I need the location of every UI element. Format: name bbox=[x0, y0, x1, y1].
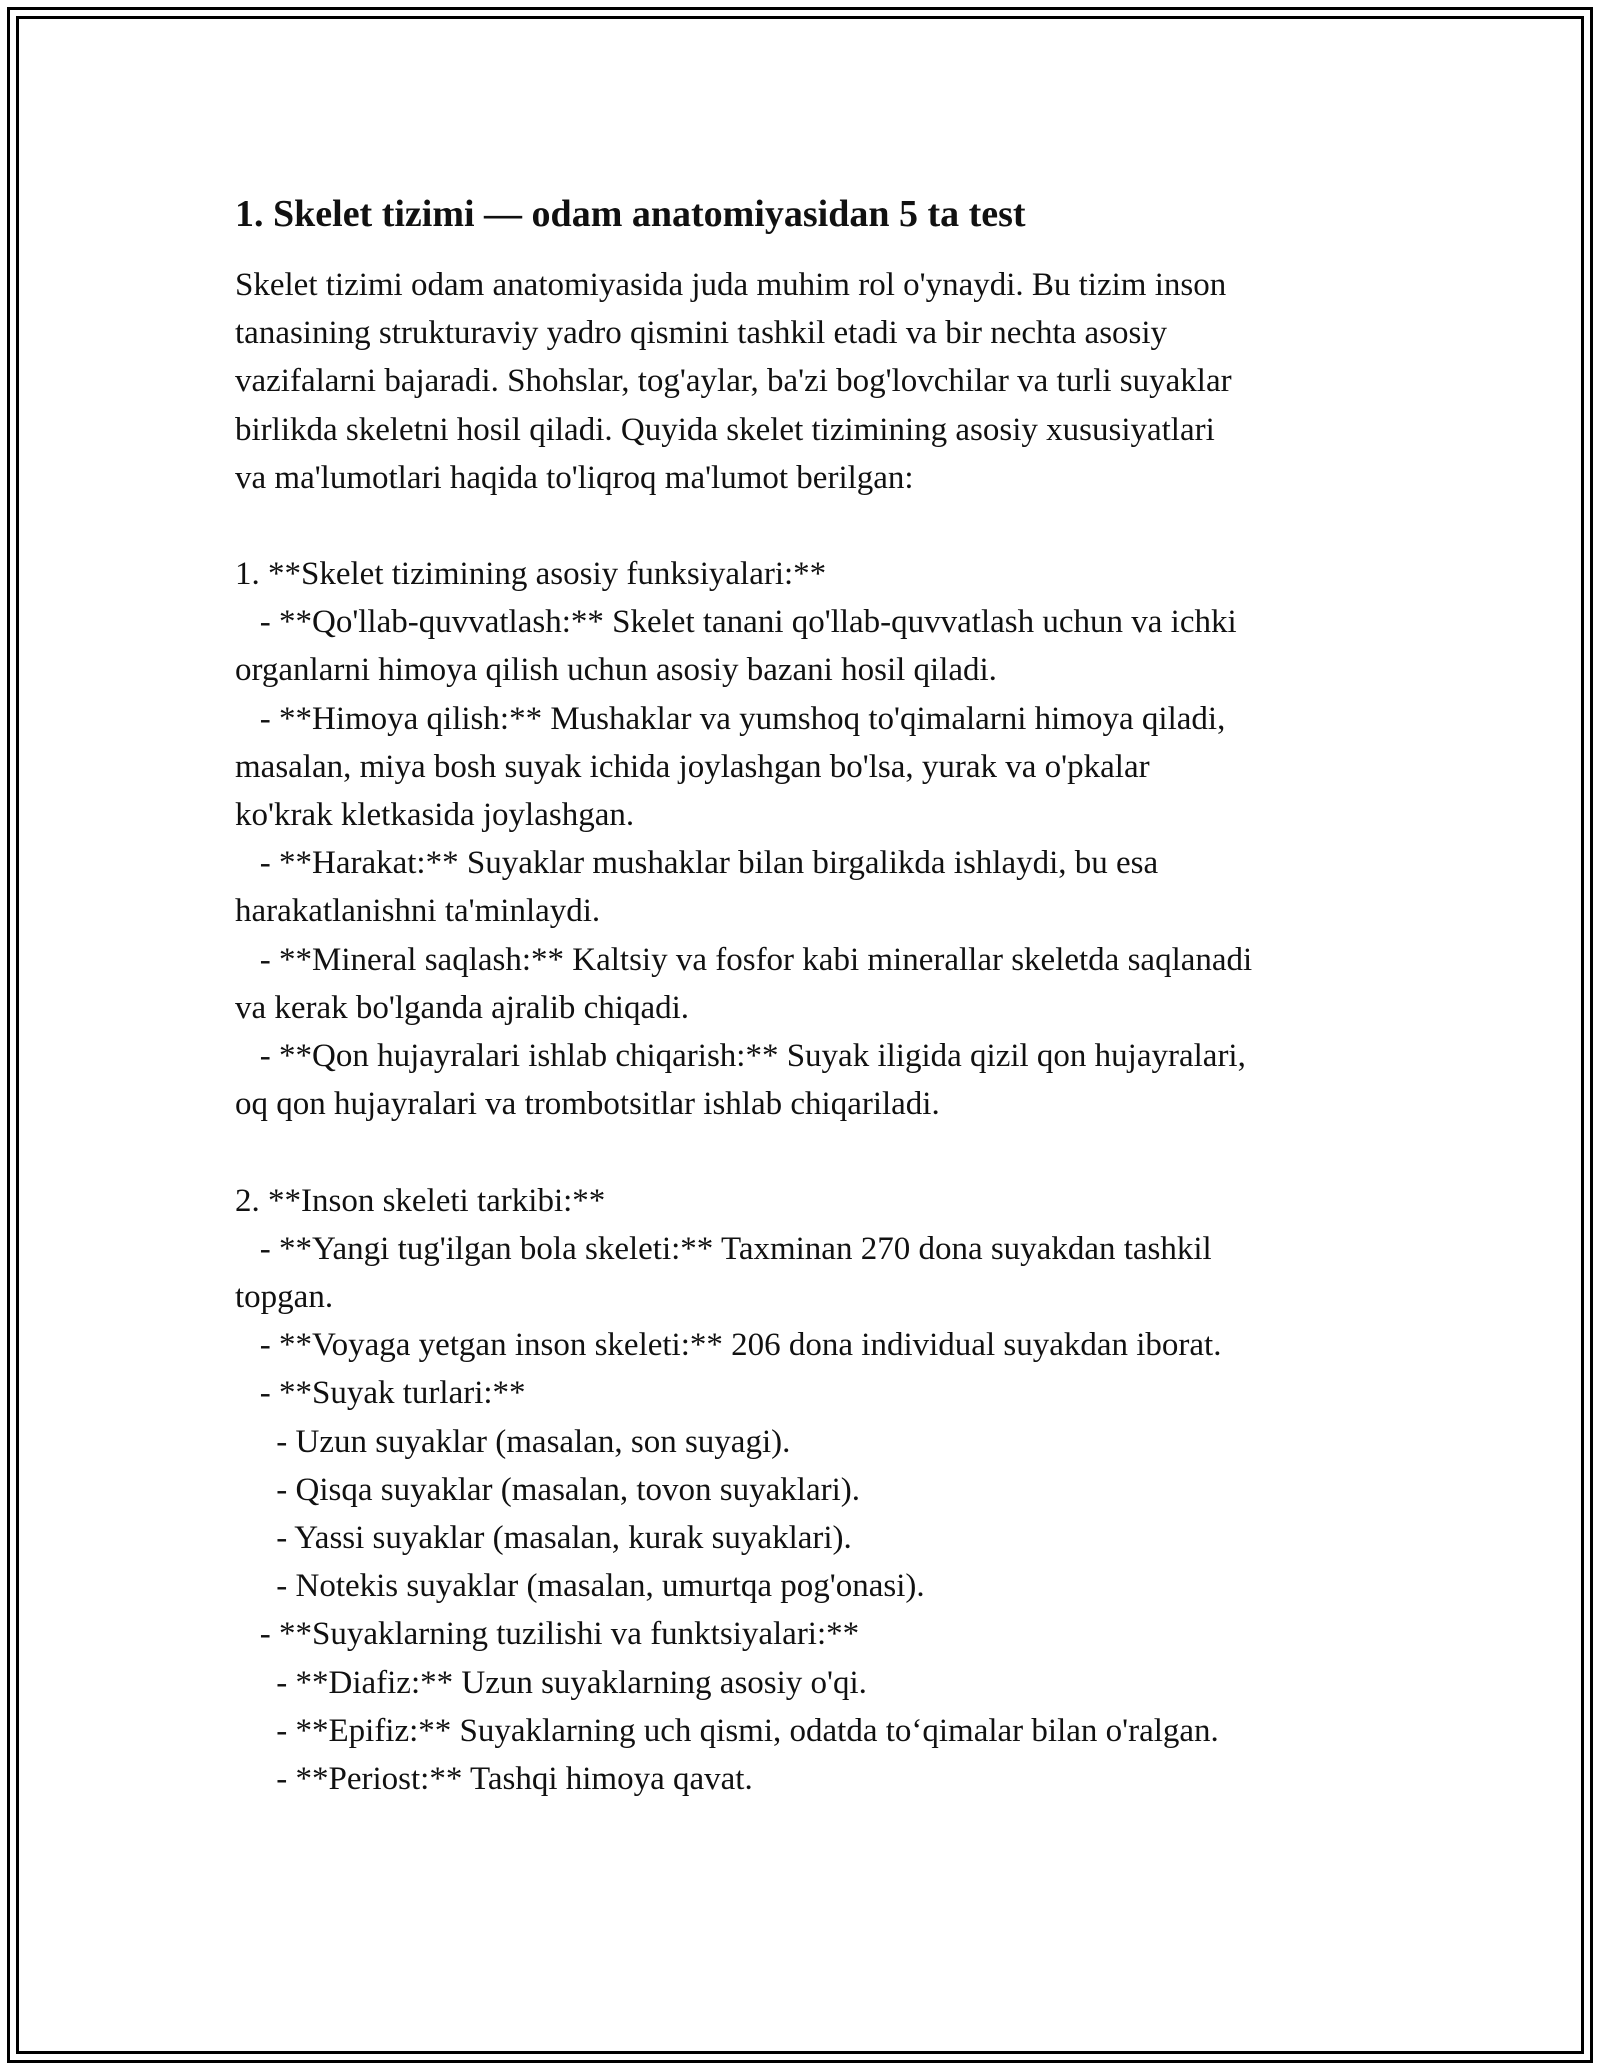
list-item-continuation: ko'krak kletkasida joylashgan. bbox=[235, 797, 635, 834]
sub-list-item: - Qisqa suyaklar (masalan, tovon suyaklari). bbox=[235, 1471, 861, 1508]
list-item-continuation: oq qon hujayralari va trombotsitlar ishlab chiqariladi. bbox=[235, 1086, 940, 1123]
list-item: - **Suyak turlari:** bbox=[235, 1375, 526, 1412]
sub-list-item: - Yassi suyaklar (masalan, kurak suyaklari). bbox=[235, 1520, 852, 1557]
document-title: 1. Skelet tizimi — odam anatomiyasidan 5 ta test bbox=[235, 193, 1026, 235]
sections bbox=[235, 550, 1395, 1803]
sub-list-item: - **Diafiz:** Uzun suyaklarning asosiy o'qi. bbox=[235, 1664, 867, 1701]
sub-list-item: - **Epifiz:** Suyaklarning uch qismi, odatda toʻqimalar bilan o'ralgan. bbox=[235, 1712, 1219, 1749]
sub-list-item: - Notekis suyaklar (masalan, umurtqa pog'onasi). bbox=[235, 1568, 925, 1605]
intro-line: tanasining strukturaviy yadro qismini tashkil etadi va bir nechta asosiy bbox=[235, 315, 1168, 352]
intro-line: vazifalarni bajaradi. Shohslar, tog'aylar, ba'zi bog'lovchilar va turli suyaklar bbox=[235, 363, 1232, 400]
list-item: - **Himoya qilish:** Mushaklar va yumshoq to'qimalarni himoya qiladi, bbox=[235, 700, 1226, 737]
section-composition bbox=[235, 1177, 1395, 1804]
list-item: - **Qon hujayralari ishlab chiqarish:** Suyak iligida qizil qon hujayralari, bbox=[235, 1038, 1246, 1075]
sub-list-item: - **Periost:** Tashqi himoya qavat. bbox=[235, 1761, 753, 1798]
section-heading: 1. **Skelet tizimining asosiy funksiyalari:** bbox=[235, 556, 827, 593]
list-item: - **Harakat:** Suyaklar mushaklar bilan birgalikda ishlaydi, bu esa bbox=[235, 845, 1159, 882]
paragraph-spacer bbox=[235, 1128, 1395, 1176]
intro-line: va ma'lumotlari haqida to'liqroq ma'lumot berilgan: bbox=[235, 459, 914, 496]
section-functions bbox=[235, 550, 1395, 1128]
list-item: - **Voyaga yetgan inson skeleti:** 206 dona individual suyakdan iborat. bbox=[235, 1327, 1222, 1364]
list-item: - **Suyaklarning tuzilishi va funktsiyalari:** bbox=[235, 1616, 860, 1653]
intro-paragraph bbox=[235, 261, 1395, 502]
section-heading: 2. **Inson skeleti tarkibi:** bbox=[235, 1182, 606, 1219]
intro-line: birlikda skeletni hosil qiladi. Quyida skelet tizimining asosiy xususiyatlari bbox=[235, 411, 1215, 448]
list-item-continuation: va kerak bo'lganda ajralib chiqadi. bbox=[235, 989, 690, 1026]
list-item-continuation: harakatlanishni ta'minlaydi. bbox=[235, 893, 601, 930]
list-item: - **Mineral saqlash:** Kaltsiy va fosfor kabi minerallar skeletda saqlanadi bbox=[235, 941, 1253, 978]
document-body bbox=[235, 187, 1395, 1803]
intro-line: Skelet tizimi odam anatomiyasida juda muhim rol o'ynaydi. Bu tizim inson bbox=[235, 267, 1227, 303]
sub-list-item: - Uzun suyaklar (masalan, son suyagi). bbox=[235, 1423, 791, 1460]
list-item-continuation: topgan. bbox=[235, 1279, 334, 1316]
list-item: - **Qo'llab-quvvatlash:** Skelet tanani qo'llab-quvvatlash uchun va ichki bbox=[235, 604, 1237, 641]
list-item: - **Yangi tug'ilgan bola skeleti:** Taxminan 270 dona suyakdan tashkil bbox=[235, 1230, 1212, 1267]
list-item-continuation: organlarni himoya qilish uchun asosiy bazani hosil qiladi. bbox=[235, 652, 997, 689]
list-item-continuation: masalan, miya bosh suyak ichida joylashgan bo'lsa, yurak va o'pkalar bbox=[235, 748, 1150, 785]
